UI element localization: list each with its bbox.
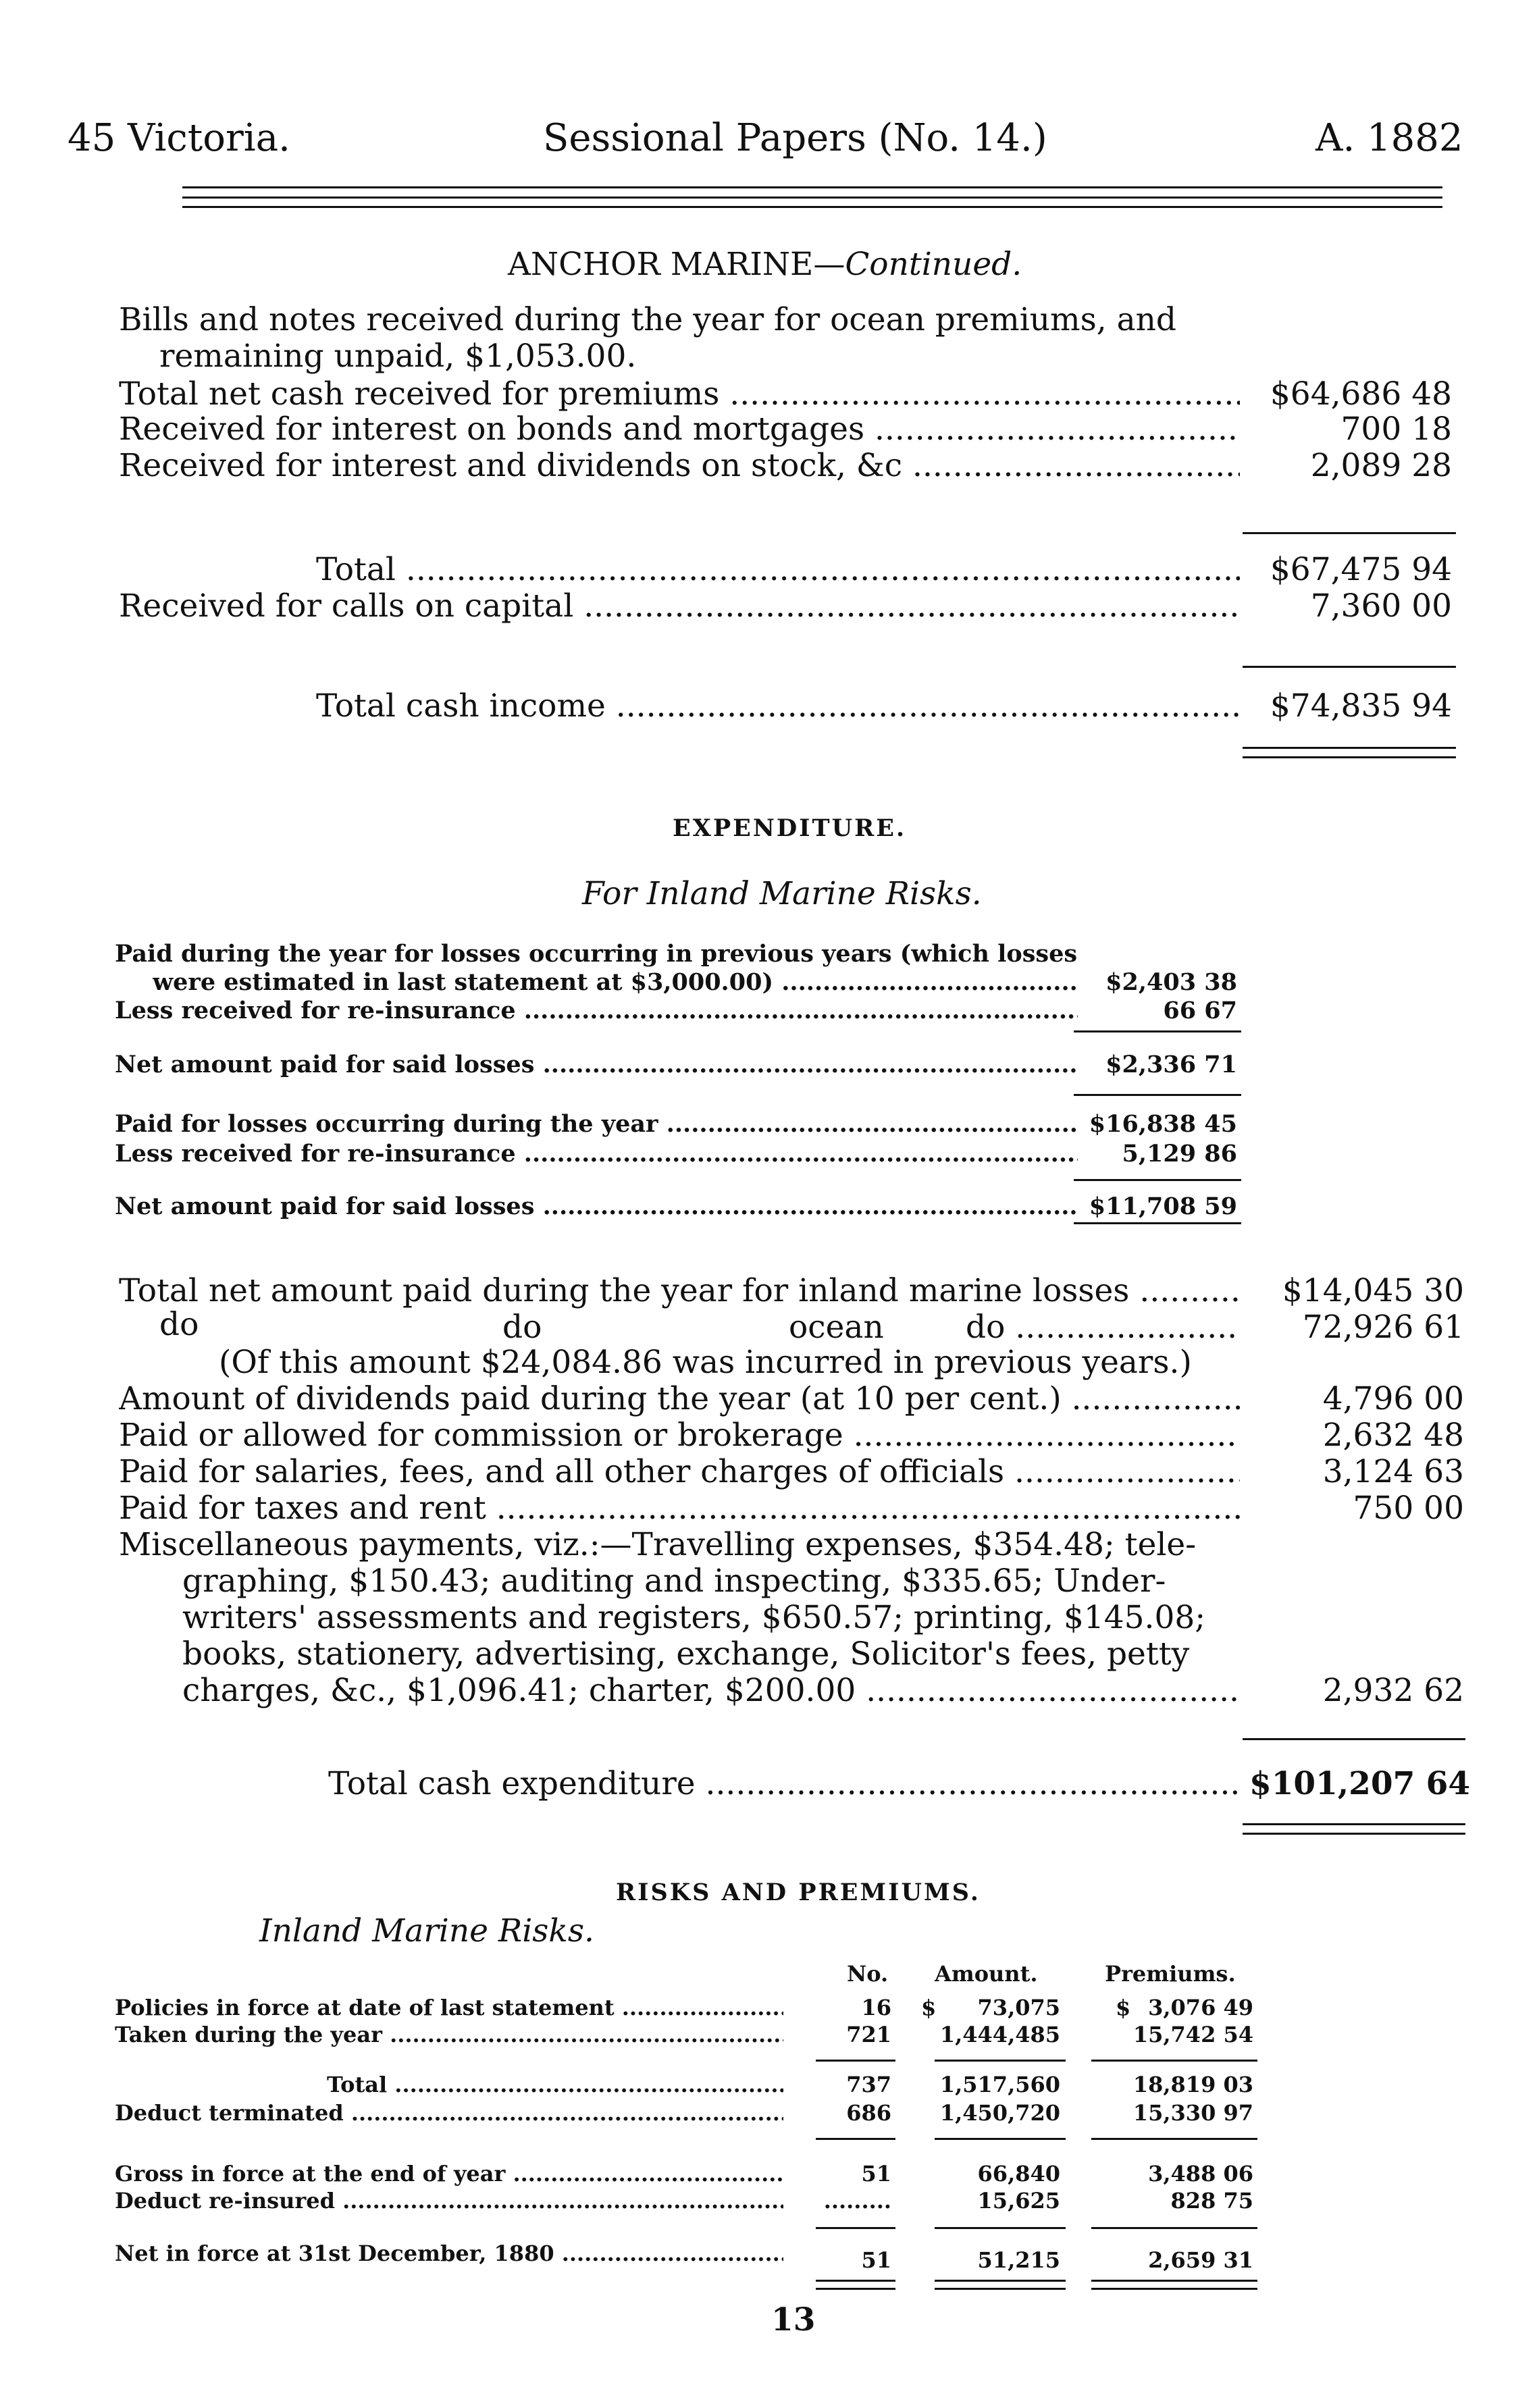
- risk-amount: 66,840: [977, 2161, 1060, 2187]
- income-total-amount: $67,475 94: [1270, 551, 1452, 588]
- income-label: Received for interest and dividends on stock, &c .....: [119, 447, 1240, 484]
- exp-main-amount: 2,932 62: [1322, 1672, 1464, 1709]
- paid-prev-line: Paid during the year for losses occurring in previous years (which losses: [115, 940, 1078, 968]
- dollar-sign: $: [1116, 1995, 1131, 2020]
- page-number: 13: [771, 2301, 816, 2338]
- risk-premiums: 3,076 49: [1148, 1995, 1253, 2020]
- sum-rule: [1243, 532, 1456, 534]
- sub-rule: [1074, 1222, 1241, 1224]
- risk-premiums: 15,742 54: [1132, 2022, 1253, 2047]
- double-rule: [1091, 2280, 1257, 2282]
- net-label: Net amount paid for said losses .....: [115, 1193, 1078, 1220]
- paid-prev-line: were estimated in last statement at $3,000.00) .....: [153, 968, 1078, 996]
- sub-rule: [1074, 1094, 1241, 1096]
- ditto: do: [159, 1306, 199, 1343]
- header-title: Sessional Papers (No. 14.): [543, 116, 1047, 160]
- total-inland-label: Total net amount paid during the year for inland marine losses .....: [119, 1272, 1240, 1309]
- risk-no: 51: [861, 2247, 891, 2273]
- risk-no: .........: [823, 2188, 891, 2214]
- cash-income-amount: $74,835 94: [1270, 687, 1452, 725]
- sum-rule: [1243, 666, 1456, 668]
- risk-no: 686: [846, 2100, 891, 2126]
- income-amount: 700 18: [1340, 411, 1452, 448]
- less-label: Less received for re-insurance .....: [115, 997, 1078, 1024]
- risk-amount: 73,075: [977, 1995, 1060, 2020]
- risk-amount: 15,625: [977, 2188, 1060, 2214]
- risk-no: 721: [846, 2022, 891, 2047]
- double-rule: [935, 2280, 1066, 2282]
- double-rule: [1243, 747, 1456, 749]
- income-label: Total net cash received for premiums .....: [119, 375, 1240, 413]
- header-year: A. 1882: [1315, 116, 1463, 160]
- risk-amount: 1,444,485: [939, 2022, 1060, 2047]
- risk-row-label: Net in force at 31st December, 1880 .....: [115, 2241, 783, 2266]
- misc-line: books, stationery, advertising, exchange, Solicitor's fees, petty: [182, 1635, 1190, 1673]
- sub-rule: [1091, 2138, 1257, 2140]
- bills-line: Bills and notes received during the year for ocean premiums, and: [119, 301, 1176, 338]
- net-label: Net amount paid for said losses .....: [115, 1051, 1078, 1078]
- exp-main-amount: 4,796 00: [1322, 1380, 1464, 1417]
- exp-amount: $2,403 38: [1105, 968, 1237, 996]
- income-amount: 2,089 28: [1310, 447, 1452, 484]
- risk-row-label: Gross in force at the end of year .....: [115, 2161, 783, 2187]
- exp-main-amount: $14,045 30: [1282, 1272, 1464, 1309]
- exp-amount: 5,129 86: [1122, 1140, 1237, 1168]
- col-header-amount: Amount.: [935, 1961, 1038, 1987]
- exp-main-amount: 750 00: [1353, 1490, 1464, 1527]
- risk-premiums: 3,488 06: [1148, 2161, 1253, 2187]
- risk-no: 737: [846, 2072, 891, 2097]
- exp-main-amount: 2,632 48: [1322, 1417, 1464, 1454]
- income-amount: $64,686 48: [1270, 375, 1452, 413]
- col-header-premiums: Premiums.: [1105, 1961, 1236, 1987]
- exp-label: Paid or allowed for commission or brokerage .....: [119, 1417, 1240, 1454]
- dollar-sign: $: [921, 1995, 937, 2020]
- risk-row-label: Policies in force at date of last statement .....: [115, 1995, 783, 2020]
- note-line: (Of this amount $24,084.86 was incurred in previous years.): [219, 1344, 1192, 1381]
- sub-rule: [935, 2227, 1066, 2229]
- risk-row-label: Total .....: [327, 2072, 783, 2097]
- risk-no: 51: [861, 2161, 891, 2187]
- exp-amount: $16,838 45: [1089, 1110, 1237, 1138]
- sub-rule: [816, 2138, 895, 2140]
- cash-income-label: Total cash income .....: [316, 687, 1240, 725]
- section-title: ANCHOR MARINE—Continued.: [508, 246, 1022, 283]
- misc-line: writers' assessments and registers, $650.57; printing, $145.08;: [182, 1599, 1206, 1636]
- expenditure-heading: EXPENDITURE.: [673, 814, 907, 842]
- sub-rule: [1091, 2227, 1257, 2229]
- ditto: do .....: [966, 1309, 1240, 1346]
- risk-premiums: 18,819 03: [1132, 2072, 1253, 2097]
- exp-label: Paid for salaries, fees, and all other charges of officials .....: [119, 1453, 1240, 1490]
- double-rule: [1243, 756, 1456, 758]
- double-rule: [1243, 1823, 1465, 1825]
- sub-rule: [935, 2138, 1066, 2140]
- exp-main-amount: 72,926 61: [1302, 1309, 1464, 1346]
- double-rule: [816, 2280, 895, 2282]
- sub-rule: [1091, 2060, 1257, 2062]
- risk-premiums: 828 75: [1170, 2188, 1253, 2214]
- risk-premiums: 2,659 31: [1148, 2247, 1253, 2273]
- misc-line: graphing, $150.43; auditing and inspecting, $335.65; Under-: [182, 1563, 1166, 1600]
- risk-no: 16: [861, 1995, 891, 2020]
- sub-rule: [816, 2060, 895, 2062]
- double-rule: [816, 2288, 895, 2290]
- calls-amount: 7,360 00: [1310, 587, 1452, 625]
- double-rule: [1091, 2288, 1257, 2290]
- sum-rule: [1243, 1738, 1465, 1740]
- income-total-label: Total .....: [316, 551, 1240, 588]
- total-expenditure-label: Total cash expenditure .....: [328, 1765, 1240, 1802]
- header-rule: [182, 206, 1442, 208]
- header-volume: 45 Victoria.: [68, 116, 290, 160]
- ocean-label: ocean: [789, 1309, 884, 1346]
- sub-rule: [935, 2060, 1066, 2062]
- risks-heading: RISKS AND PREMIUMS.: [616, 1879, 981, 1906]
- header-rule: [182, 186, 1442, 188]
- double-rule: [1243, 1833, 1465, 1835]
- risks-subheading: Inland Marine Risks.: [259, 1912, 594, 1949]
- exp-amount: 66 67: [1163, 997, 1237, 1024]
- exp-main-amount: 3,124 63: [1322, 1453, 1464, 1490]
- misc-line: Miscellaneous payments, viz.:—Travelling expenses, $354.48; tele-: [119, 1526, 1197, 1563]
- sub-rule: [1074, 1030, 1241, 1032]
- double-rule: [935, 2288, 1066, 2290]
- paid-year-label: Paid for losses occurring during the year .....: [115, 1110, 1078, 1138]
- risk-amount: 1,517,560: [939, 2072, 1060, 2097]
- risk-row-label: Taken during the year .....: [115, 2022, 783, 2047]
- sub-rule: [816, 2227, 895, 2229]
- ditto: do: [502, 1309, 542, 1346]
- less-label: Less received for re-insurance .....: [115, 1140, 1078, 1168]
- exp-amount: $2,336 71: [1105, 1051, 1237, 1078]
- risk-amount: 1,450,720: [939, 2100, 1060, 2126]
- calls-label: Received for calls on capital .....: [119, 587, 1240, 625]
- col-header-no: No.: [847, 1961, 889, 1987]
- sub-rule: [1074, 1179, 1241, 1181]
- exp-label: Amount of dividends paid during the year (at 10 per cent.) .....: [119, 1380, 1240, 1417]
- bills-line: remaining unpaid, $1,053.00.: [159, 338, 637, 375]
- risk-row-label: Deduct re-insured .....: [115, 2188, 783, 2214]
- total-expenditure-amount: $101,207 64: [1249, 1765, 1471, 1802]
- header-rule: [182, 197, 1442, 199]
- risk-row-label: Deduct terminated .....: [115, 2100, 783, 2126]
- misc-line: charges, &c., $1,096.41; charter, $200.00 .....: [182, 1672, 1240, 1709]
- risk-amount: 51,215: [977, 2247, 1060, 2273]
- exp-amount: $11,708 59: [1089, 1193, 1237, 1220]
- risk-premiums: 15,330 97: [1132, 2100, 1253, 2126]
- inland-heading: For Inland Marine Risks.: [582, 875, 982, 912]
- exp-label: Paid for taxes and rent .....: [119, 1490, 1240, 1527]
- income-label: Received for interest on bonds and mortgages .....: [119, 411, 1240, 448]
